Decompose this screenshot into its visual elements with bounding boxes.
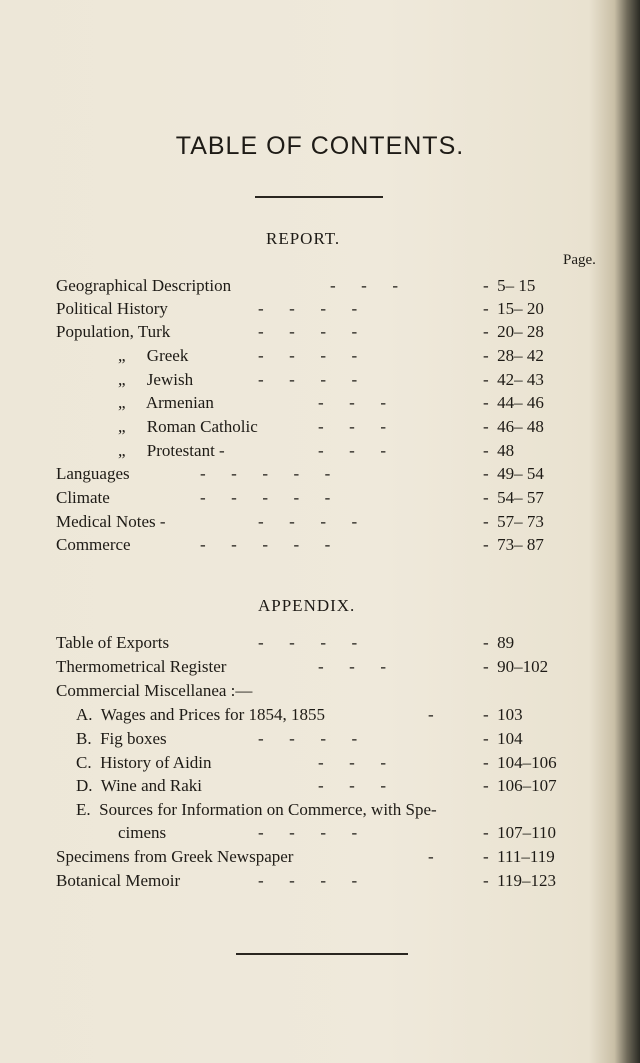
toc-entry bbox=[0, 297, 640, 321]
entry-label: C. History of Aidin bbox=[76, 753, 212, 772]
toc-entry bbox=[0, 439, 640, 463]
toc-entry bbox=[0, 391, 640, 415]
entry-label: A. Wages and Prices for 1854, 1855 bbox=[76, 705, 326, 724]
entry-label: E. Sources for Information on Commerce, with Spe- bbox=[76, 800, 437, 819]
entry-label: Languages bbox=[56, 464, 130, 483]
leader-dashes: - - - - bbox=[258, 512, 358, 531]
entry-label: B. Fig boxes bbox=[76, 729, 167, 748]
leader-dashes: - - - - bbox=[258, 299, 358, 318]
leader-dashes: - - - - - bbox=[200, 464, 331, 483]
leader-dashes: - - - - bbox=[258, 823, 358, 842]
entry-label: cimens bbox=[118, 823, 167, 842]
toc-entry bbox=[0, 274, 640, 298]
leader-dashes: - bbox=[428, 847, 434, 866]
report-heading: REPORT. bbox=[266, 229, 341, 248]
entry-pages: - 73– 87 bbox=[483, 535, 544, 554]
leader-dashes: - - - - - bbox=[200, 488, 331, 507]
entry-pages: - 54– 57 bbox=[483, 488, 544, 507]
leader-dashes: - - - - bbox=[258, 871, 358, 890]
entry-label: Medical Notes - bbox=[56, 512, 166, 531]
entry-label: „ Roman Catholic bbox=[118, 417, 258, 436]
page-column-label: Page. bbox=[563, 252, 596, 268]
entry-pages: - 104 bbox=[483, 729, 523, 748]
leader-dashes: - - - bbox=[330, 276, 398, 295]
entry-label: „ Jewish bbox=[118, 370, 194, 389]
toc-entry bbox=[0, 869, 640, 893]
toc-entry bbox=[0, 320, 640, 344]
entry-pages: - 44– 46 bbox=[483, 393, 544, 412]
entry-pages: - 48 bbox=[483, 441, 515, 460]
leader-dashes: - - - bbox=[318, 753, 386, 772]
entry-pages: - 107–110 bbox=[483, 823, 557, 842]
title-divider bbox=[255, 196, 383, 198]
entry-label: „ Protestant - bbox=[118, 441, 225, 460]
entry-label: Specimens from Greek Newspaper bbox=[56, 847, 294, 866]
entry-label: D. Wine and Raki bbox=[76, 776, 203, 795]
toc-entry bbox=[0, 533, 640, 557]
page-title: TABLE OF CONTENTS. bbox=[175, 132, 465, 160]
toc-entry bbox=[0, 462, 640, 486]
leader-dashes: - - - bbox=[318, 417, 386, 436]
toc-entry bbox=[0, 679, 640, 703]
toc-entry bbox=[0, 368, 640, 392]
toc-entry bbox=[0, 751, 640, 775]
entry-pages: - 90–102 bbox=[483, 657, 549, 676]
entry-pages: - 15– 20 bbox=[483, 299, 544, 318]
leader-dashes: - - - bbox=[318, 657, 386, 676]
appendix-heading: APPENDIX. bbox=[258, 596, 356, 615]
entry-pages: - 46– 48 bbox=[483, 417, 544, 436]
toc-entry bbox=[0, 415, 640, 439]
toc-entry bbox=[0, 344, 640, 368]
leader-dashes: - - - - bbox=[258, 346, 358, 365]
entry-pages: - 49– 54 bbox=[483, 464, 544, 483]
entry-pages: - 28– 42 bbox=[483, 346, 544, 365]
leader-dashes: - - - - bbox=[258, 729, 358, 748]
entry-pages: - 5– 15 bbox=[483, 276, 536, 295]
entry-label: Commercial Miscellanea :— bbox=[56, 681, 253, 700]
entry-label: Table of Exports bbox=[56, 633, 170, 652]
entry-pages: - 106–107 bbox=[483, 776, 557, 795]
toc-entry bbox=[0, 510, 640, 534]
leader-dashes: - - - - - bbox=[200, 535, 331, 554]
leader-dashes: - - - - bbox=[258, 370, 358, 389]
entry-label: Commerce bbox=[56, 535, 131, 554]
toc-entry bbox=[0, 655, 640, 679]
leader-dashes: - - - bbox=[318, 776, 386, 795]
leader-dashes: - bbox=[428, 705, 434, 724]
toc-entry bbox=[0, 845, 640, 869]
entry-label: „ Greek bbox=[118, 346, 189, 365]
entry-label: „ Armenian bbox=[118, 393, 214, 412]
leader-dashes: - - - bbox=[318, 441, 386, 460]
entry-label: Climate bbox=[56, 488, 110, 507]
toc-entry bbox=[0, 798, 640, 822]
entry-label: Population, Turk bbox=[56, 322, 171, 341]
bottom-divider bbox=[236, 953, 408, 955]
leader-dashes: - - - bbox=[318, 393, 386, 412]
entry-pages: - 42– 43 bbox=[483, 370, 544, 389]
entry-label: Geographical Description bbox=[56, 276, 232, 295]
entry-pages: - 111–119 bbox=[483, 847, 555, 866]
toc-entry bbox=[0, 774, 640, 798]
entry-label: Thermometrical Register bbox=[56, 657, 227, 676]
toc-entry bbox=[0, 727, 640, 751]
entry-pages: - 104–106 bbox=[483, 753, 557, 772]
entry-pages: - 57– 73 bbox=[483, 512, 544, 531]
entry-pages: - 103 bbox=[483, 705, 523, 724]
entry-pages: - 20– 28 bbox=[483, 322, 544, 341]
leader-dashes: - - - - bbox=[258, 322, 358, 341]
entry-pages: - 89 bbox=[483, 633, 515, 652]
leader-dashes: - - - - bbox=[258, 633, 358, 652]
entry-pages: - 119–123 bbox=[483, 871, 557, 890]
toc-entry bbox=[0, 631, 640, 655]
toc-entry bbox=[0, 486, 640, 510]
entry-label: Political History bbox=[56, 299, 168, 318]
entry-label: Botanical Memoir bbox=[56, 871, 181, 890]
toc-entry bbox=[0, 703, 640, 727]
toc-entry bbox=[0, 821, 640, 845]
